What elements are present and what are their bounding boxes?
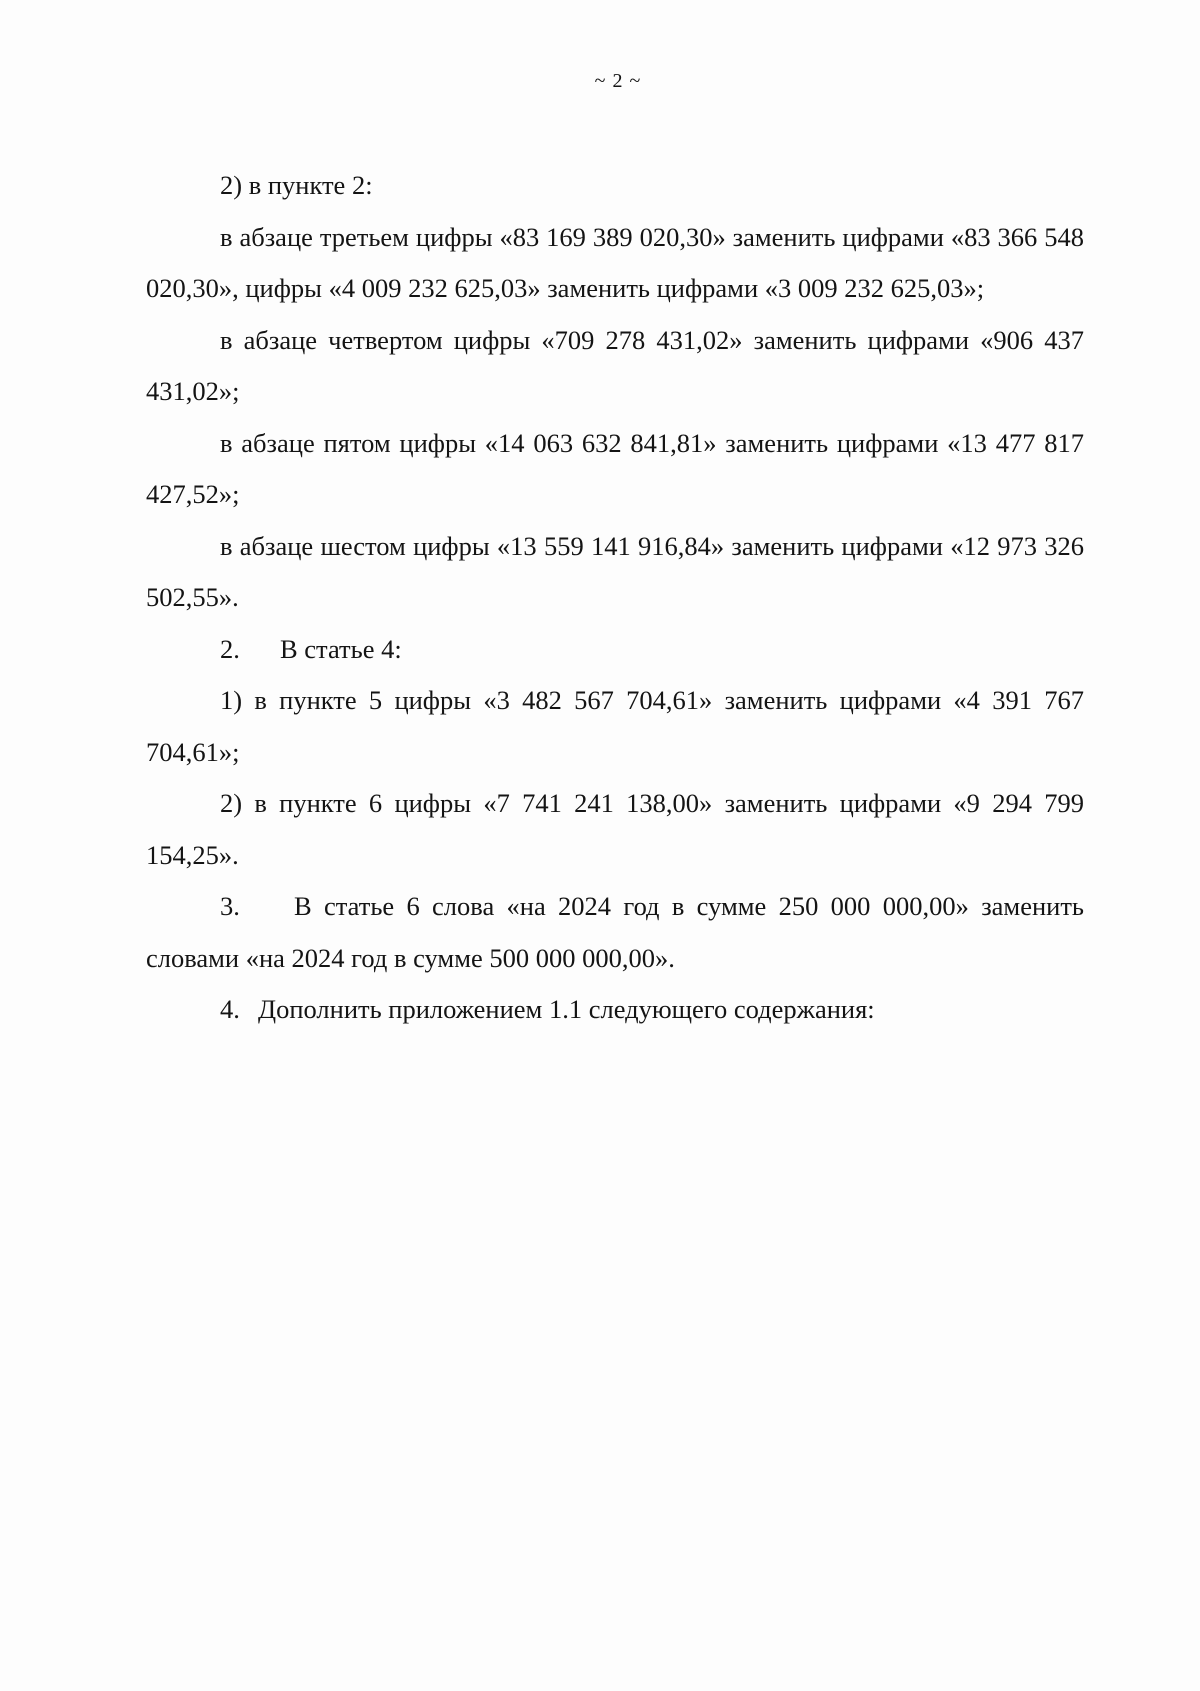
paragraph-abzac-4: в абзаце четвертом цифры «709 278 431,02» заменить цифрами «906 437 431,02»;: [146, 324, 1084, 406]
appendix-text: Дополнить приложением 1.1 следующего содержания:: [258, 994, 875, 1024]
paragraph-abzac-3: в абзаце третьем цифры «83 169 389 020,30» заменить цифрами «83 366 548 020,30», цифры «4 009 232 625,03» заменить цифрами «3 009 232 625,03»;: [146, 221, 1084, 303]
paragraph-abzac-6: в абзаце шестом цифры «13 559 141 916,84» заменить цифрами «12 973 326 502,55».: [146, 530, 1084, 612]
article-4-number: 2.: [220, 633, 240, 664]
paragraph-article-4-point-5: 1) в пункте 5 цифры «3 482 567 704,61» заменить цифрами «4 391 767 704,61»;: [146, 685, 1084, 767]
paragraph-article-6: [146, 881, 1084, 984]
article-6-text: В статье 6 слова «на 2024 год в сумме 250 000 000,00» заменить словами «на 2024 год в сумме 500 000 000,00».: [146, 891, 1084, 973]
paragraph-appendix: [146, 984, 1084, 1036]
paragraph-article-4-point-6: 2) в пункте 6 цифры «7 741 241 138,00» заменить цифрами «9 294 799 154,25».: [146, 788, 1084, 870]
article-4-text: В статье 4:: [280, 633, 402, 664]
paragraph-abzac-5: в абзаце пятом цифры «14 063 632 841,81» заменить цифрами «13 477 817 427,52»;: [146, 427, 1084, 509]
page-number: ~ 2 ~: [594, 70, 642, 92]
paragraph-item-2-point-2: 2) в пункте 2:: [220, 170, 373, 200]
article-6-number: 3.: [220, 891, 240, 921]
appendix-number: 4.: [220, 994, 240, 1024]
paragraph-article-4: [146, 624, 1084, 676]
document-body: [146, 160, 1084, 1036]
